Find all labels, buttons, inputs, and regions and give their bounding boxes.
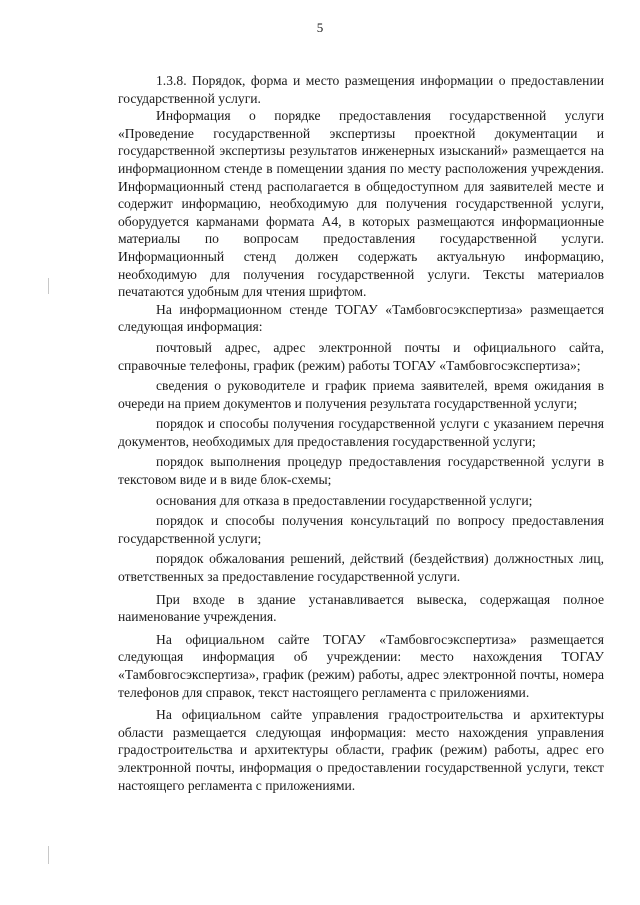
paragraph-signboard: При входе в здание устанавливается вывеска, содержащая полное наименование учреждения. bbox=[118, 591, 604, 625]
list-item-refusal: основания для отказа в предоставлении государственной услуги; bbox=[156, 492, 533, 508]
list-item-appeal: порядок обжалования решений, действий (бездействия) должностных лиц, ответственных за предоставление государственной услуги. bbox=[118, 551, 604, 585]
list-item-consultations: порядок и способы получения консультаций по вопросу предоставления государственной услуги; bbox=[118, 513, 604, 546]
document-body bbox=[118, 72, 604, 794]
margin-scan-mark bbox=[48, 278, 49, 294]
section-heading-1-3-8: 1.3.8. Порядок, форма и место размещения информации о предоставлении государственной услуги. bbox=[118, 73, 604, 106]
list-item-head-info: сведения о руководителе и график приема заявителей, время ожидания в очереди на прием документов и получения результата государственной услуги; bbox=[118, 378, 604, 411]
list-item-flowchart: порядок выполнения процедур предоставления государственной услуги в текстовом виде и в виде блок-схемы; bbox=[118, 454, 604, 488]
list-item-postal-address: почтовый адрес, адрес электронной почты и официального сайта, справочные телефоны, график (режим) работы ТОГАУ «Тамбовгосэкспертиза»; bbox=[118, 339, 604, 373]
paragraph-official-site: На официальном сайте ТОГАУ «Тамбовгосэкспертиза» размещается следующая информация об учреждении: место нахождения ТОГАУ «Тамбовгосэкспертиза», график (режим) работы, адрес электронной почты, номера телефонов для справок, текст настоящего регламента с приложениями. bbox=[118, 631, 604, 700]
page-number: 5 bbox=[316, 20, 324, 35]
margin-scan-mark bbox=[48, 846, 49, 864]
paragraph-department-site: На официальном сайте управления градостроительства и архитектуры области размещается следующая информация: место нахождения управления градостроительства и архитектуры области, график (режим) работы, адрес его электронной почты, информация о предоставлении государственной услуги, текст настоящего регламента с приложениями. bbox=[118, 707, 604, 793]
list-item-procedure: порядок и способы получения государственной услуги с указанием перечня документов, необходимых для предоставления государственной услуги; bbox=[118, 416, 604, 449]
paragraph-info-stand: Информация о порядке предоставления государственной услуги «Проведение государственной экспертизы проектной документации и государственной экспертизы результатов инженерных изысканий» размещается на информационном стенде в помещении здания по месту расположения учреждения. Информационный стенд располагается в общедоступном для заявителей месте и содержит информацию, необходимую для получения государственной услуги, оборудуется карманами формата А4, в которых размещаются информационные материалы по вопросам предоставления государственной услуги. Информационный стенд должен содержать актуальную информацию, необходимую для получения государственной услуги. Тексты материалов печатаются удобным для чтения шрифтом. bbox=[118, 108, 604, 300]
paragraph-stand-intro: На информационном стенде ТОГАУ «Тамбовгосэкспертиза» размещается следующая информация: bbox=[118, 301, 604, 335]
